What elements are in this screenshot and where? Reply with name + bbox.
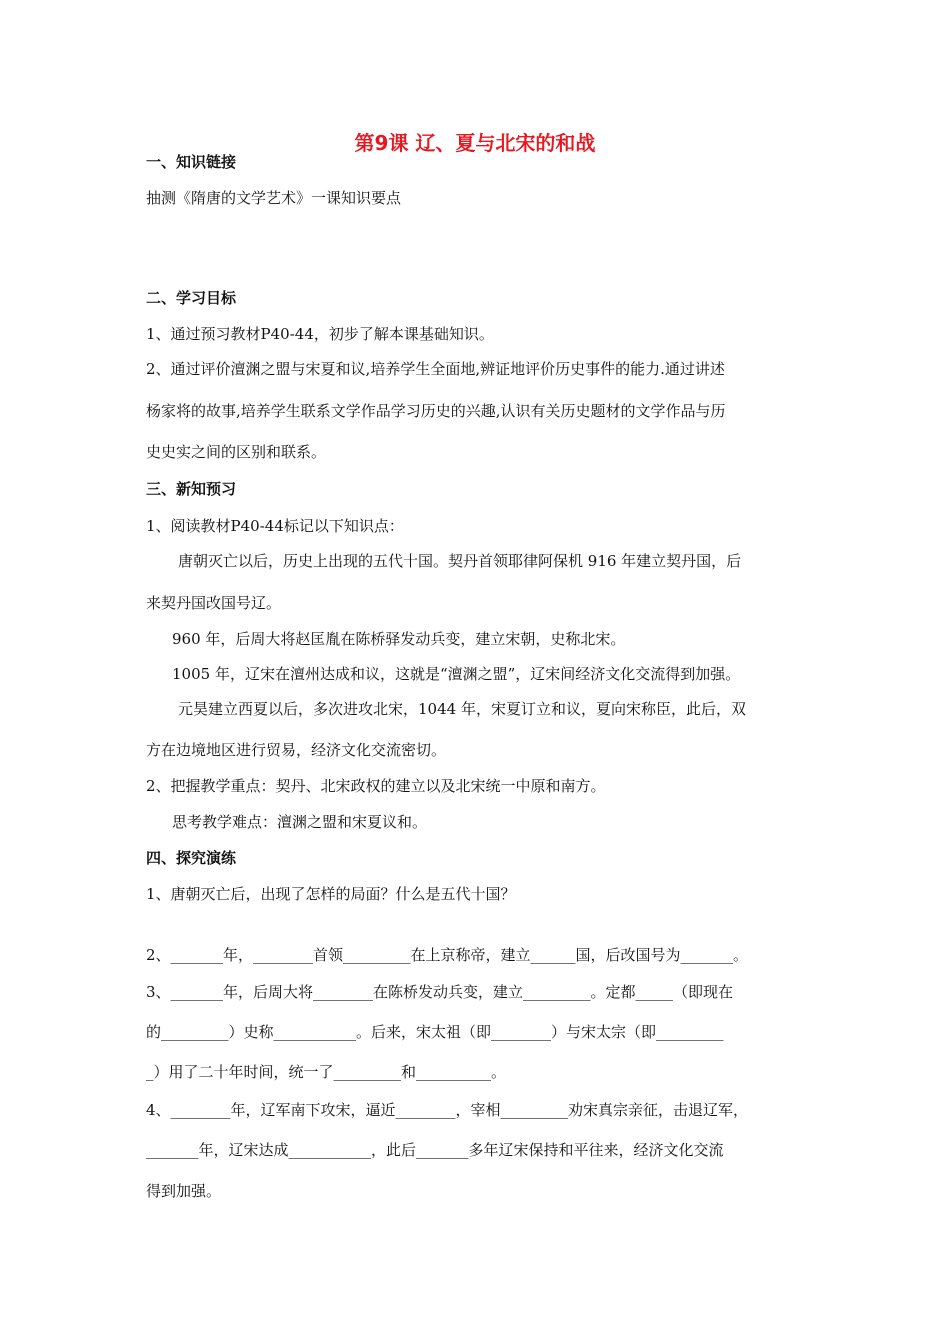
lesson-title: 第9课 辽、夏与北宋的和战 (354, 131, 596, 155)
exercise-line-5: _）用了二十年时间，统一了_________和__________。 (146, 1063, 507, 1081)
exercise-line-2: 2、_______年，________首领_________在上京称帝，建立______国，后改国号为_______。 (146, 946, 749, 964)
section-heading-preview: 三、新知预习 (146, 480, 237, 498)
goal-line-3: 杨家将的故事,培养学生联系文学作品学习历史的兴趣,认识有关历史题材的文学作品与历 (146, 402, 726, 420)
preview-line-3: 来契丹国改国号辽。 (146, 594, 282, 612)
section-heading-exercises: 四、探究演练 (146, 849, 237, 867)
exercise-line-7: _______年，辽宋达成___________，此后_______多年辽宋保持和平往来，经济文化交流 (146, 1141, 724, 1159)
exercise-line-3: 3、_______年，后周大将________在陈桥发动兵变，建立_________。定都_____（即现在 (146, 983, 734, 1001)
preview-line-1: 1、阅读教材P40-44标记以下知识点： (146, 517, 404, 535)
goal-line-4: 史史实之间的区别和联系。 (146, 443, 327, 461)
preview-line-9: 思考教学难点：澶渊之盟和宋夏议和。 (172, 813, 428, 831)
preview-line-4: 960 年，后周大将赵匡胤在陈桥驿发动兵变，建立宋朝，史称北宋。 (172, 630, 626, 648)
preview-line-5: 1005 年，辽宋在澶州达成和议，这就是“澶渊之盟”，辽宋间经济文化交流得到加强。 (172, 665, 741, 683)
section-heading-learning-goals: 二、学习目标 (146, 289, 237, 307)
exercise-line-6: 4、________年，辽军南下攻宋，逼近________，宰相_________劝宋真宗亲征，击退辽军， (146, 1101, 749, 1119)
preview-line-7: 方在边境地区进行贸易，经济文化交流密切。 (146, 741, 447, 759)
knowledge-link-text: 抽测《隋唐的文学艺术》一课知识要点 (146, 189, 402, 207)
exercise-line-4: 的_________）史称___________。后来，宋太祖（即________）与宋太宗（即_________ (146, 1023, 724, 1041)
preview-line-8: 2、把握教学重点：契丹、北宋政权的建立以及北宋统一中原和南方。 (146, 777, 606, 795)
goal-line-1: 1、通过预习教材P40-44，初步了解本课基础知识。 (146, 325, 494, 343)
section-heading-knowledge-link: 一、知识链接 (146, 153, 237, 171)
preview-line-6: 元昊建立西夏以后，多次进攻北宋，1044 年，宋夏订立和议，夏向宋称臣，此后，双 (178, 700, 746, 718)
exercise-line-8: 得到加强。 (146, 1182, 222, 1200)
exercise-line-1: 1、唐朝灭亡后，出现了怎样的局面？什么是五代十国？ (146, 885, 516, 903)
goal-line-2: 2、通过评价澶渊之盟与宋夏和议,培养学生全面地,辨证地评价历史事件的能力.通过讲述 (146, 360, 725, 378)
preview-line-2: 唐朝灭亡以后，历史上出现的五代十国。契丹首领耶律阿保机 916 年建立契丹国，后 (178, 552, 742, 570)
